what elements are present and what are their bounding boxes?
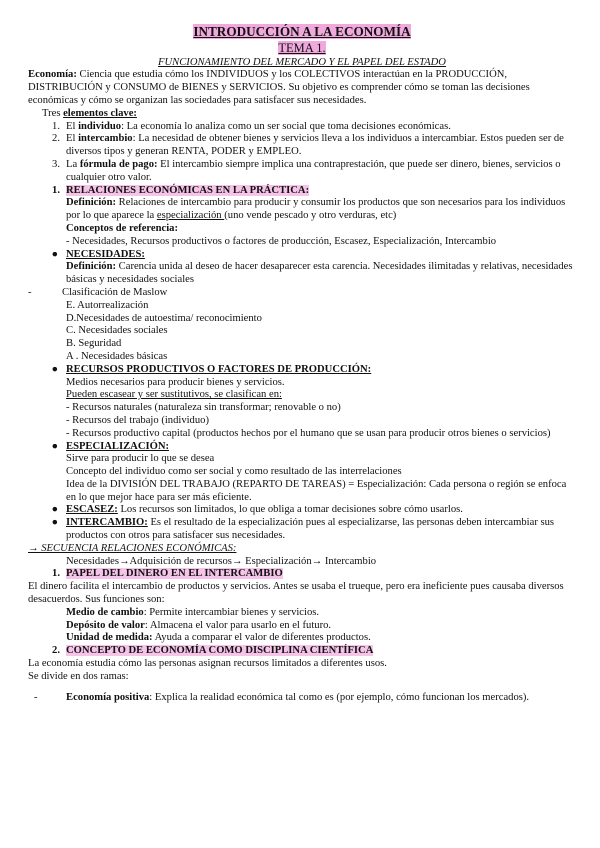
bullet-icon: ● [51, 363, 58, 375]
section-number: 2. [52, 645, 60, 657]
dinero-paragraph: El dinero facilita el intercambio de productos y servicios. Antes se usaba el trueque, pero era ineficiente pues causaba diversos desacuerdos. Sus funciones son: [28, 581, 564, 606]
function-text: : Almacena el valor para usarlo en el futuro. [144, 619, 332, 631]
item-pre: El [66, 133, 79, 145]
item-bold: intercambio [78, 133, 133, 145]
secuencia-heading: → SECUENCIA RELACIONES ECONÓMICAS: [28, 542, 237, 554]
section-heading-relaciones [28, 185, 576, 198]
concepto-line: Se divide en dos ramas: [28, 670, 129, 682]
bullet-heading: ESCASEZ: [66, 504, 118, 516]
bullet-recursos [28, 364, 576, 377]
maslow-title-row [28, 287, 576, 300]
maslow-list [28, 300, 576, 364]
section-heading-concepto [28, 645, 576, 658]
economia-positiva-text: : Explica la realidad económica tal como es (por ejemplo, cómo funcionan los mercados). [149, 691, 530, 703]
intercambio-text-wrap [66, 517, 576, 543]
recursos-line-underlined: Pueden escasear y ser sustitutivos, se clasifican en: [66, 389, 282, 401]
function-text: : Permite intercambiar bienes y servicios. [143, 606, 320, 618]
relaciones-definition [28, 197, 576, 223]
definition-label: Definición: [66, 261, 117, 273]
item-body: : La necesidad de obtener bienes y servicios lleva a los individuos a intercambiar. Estos pueden ser de diversos tipos y generan RENTA, PODER y EMPLEO. [66, 133, 564, 158]
tema-label: TEMA 1. [278, 40, 326, 55]
list-item: - Recursos productivo capital (productos hechos por el humano que se usan para producir otros bienes o servicios) [66, 427, 551, 439]
item-number: 1. [52, 120, 60, 132]
list-item: - Recursos naturales (naturaleza sin transformar; renovable o no) [66, 402, 341, 414]
function-text: Ayuda a comparar el valor de diferentes productos. [152, 632, 371, 644]
list-item [28, 159, 576, 185]
page-subtitle: FUNCIONAMIENTO DEL MERCADO Y EL PAPEL DEL ESTADO [158, 56, 446, 68]
especializacion-line: Idea de la DIVISIÓN DEL TRABAJO (REPARTO DE TAREAS) = Especialización: Cada persona o región se enfoca en lo que mejor hace para ser más eficiente. [66, 478, 567, 503]
conceptos-text: - Necesidades, Recursos productivos o factores de producción, Escasez, Especialización, Intercambio [66, 235, 497, 247]
item-text [66, 121, 576, 134]
bullet-icon: ● [51, 248, 58, 260]
especializacion-line: Concepto del individuo como ser social y como resultado de las interrelaciones [66, 466, 402, 478]
item-number: 2. [52, 133, 60, 145]
tres-label: elementos clave: [63, 107, 137, 119]
section-heading-wrap [66, 568, 576, 581]
secuencia-text: Necesidades→Adquisición de recursos→ Especialización→ Intercambio [66, 555, 377, 567]
section-number: 1. [52, 184, 60, 196]
section-heading-wrap [66, 185, 576, 198]
function-label: Unidad de medida: [66, 632, 153, 644]
economia-positiva-row [28, 692, 576, 705]
bullet-icon: ● [51, 440, 58, 452]
definition-text-b: (uno vende pescado y otro verduras, etc) [224, 210, 397, 222]
intro-label: Economía: [28, 69, 77, 81]
definition-text: Relaciones de intercambio para producir y consumir los productos que son necesarios para los individuos por lo que aparece la [66, 197, 566, 222]
item-text [66, 133, 576, 159]
bullet-text: Los recursos son limitados, lo que obliga a tomar decisiones sobre cómo usarlos. [117, 504, 463, 516]
item-pre: El [66, 120, 79, 132]
tres-prefix: Tres [42, 107, 64, 119]
elements-list [28, 121, 576, 185]
section-heading: RELACIONES ECONÓMICAS EN LA PRÁCTICA: [66, 184, 310, 196]
especializacion-term: especialización [156, 210, 225, 222]
list-item: D.Necesidades de autoestima/ reconocimiento [66, 312, 262, 324]
bullet-intercambio [28, 517, 576, 543]
spacer [28, 684, 576, 692]
bullet-heading: ESPECIALIZACIÓN: [66, 440, 170, 452]
list-item: C. Necesidades sociales [66, 325, 168, 337]
bullet-escasez [28, 504, 576, 517]
subtitle-block [28, 57, 576, 70]
definition-label: Definición: [66, 197, 117, 209]
list-item [66, 620, 576, 633]
page-title: INTRODUCCIÓN A LA ECONOMÍA [193, 24, 411, 39]
dash-marker: - [34, 691, 38, 703]
economia-positiva-wrap [46, 692, 576, 705]
dash-marker: - [28, 286, 32, 298]
recursos-line: Medios necesarios para producir bienes y servicios. [66, 376, 285, 388]
section-heading-wrap [66, 645, 576, 658]
bullet-necesidades [28, 249, 576, 262]
list-item: A . Necesidades básicas [66, 350, 168, 362]
concepto-line: La economía estudia cómo las personas asignan recursos limitados a diferentes usos. [28, 658, 387, 670]
section-heading-dinero [28, 568, 576, 581]
dinero-functions [28, 607, 576, 645]
item-body: El intercambio siempre implica una contraprestación, que puede ser dinero, bienes, servicios o cualquier otro valor. [66, 158, 561, 183]
item-bold: individuo [78, 120, 122, 132]
list-item [66, 607, 576, 620]
list-item: B. Seguridad [66, 338, 122, 350]
list-item: - Recursos del trabajo (individuo) [66, 414, 209, 426]
conceptos-label: Conceptos de referencia: [66, 222, 178, 234]
tres-elementos-line [28, 108, 576, 121]
especializacion-line: Sirve para producir lo que se desea [66, 453, 215, 465]
section-heading: PAPEL DEL DINERO EN EL INTERCAMBIO [66, 568, 283, 580]
list-item [66, 632, 576, 645]
item-bold: fórmula de pago: [79, 158, 158, 170]
bullet-text: Es el resultado de la especialización pues al especializarse, las personas deben intercambiar sus productos con otros para satisfacer sus necesidades. [66, 517, 555, 542]
maslow-title: Clasificación de Maslow [62, 286, 168, 298]
function-label: Depósito de valor [66, 619, 145, 631]
economia-positiva-label: Economía positiva [66, 691, 150, 703]
title-block [28, 24, 576, 41]
item-text [66, 159, 576, 185]
function-label: Medio de cambio [66, 606, 144, 618]
item-number: 3. [52, 158, 60, 170]
bullet-heading: RECURSOS PRODUCTIVOS O FACTORES DE PRODUCCIÓN: [66, 363, 372, 375]
bullet-icon: ● [51, 517, 58, 529]
intro-paragraph [28, 69, 576, 107]
bullet-especializacion [28, 441, 576, 454]
item-body: : La economía lo analiza como un ser social que toma decisiones económicas. [121, 120, 451, 132]
bullet-icon: ● [51, 504, 58, 516]
section-heading: CONCEPTO DE ECONOMÍA COMO DISCIPLINA CIENTÍFICA [66, 645, 374, 657]
list-item: E. Autorrealización [66, 299, 149, 311]
bullet-heading: INTERCAMBIO: [66, 517, 148, 529]
escasez-text-wrap [66, 504, 576, 517]
list-item [28, 133, 576, 159]
definition-text: Carencia unida al deseo de hacer desaparecer esta carencia. Necesidades ilimitadas y relativas, necesidades básicas y necesidades sociales [66, 261, 573, 286]
item-pre: La [66, 158, 80, 170]
document-page [28, 24, 576, 704]
necesidades-definition [28, 261, 576, 287]
bullet-heading: NECESIDADES: [66, 248, 145, 260]
section-number: 1. [52, 568, 60, 580]
tema-block [28, 41, 576, 57]
intro-text: Ciencia que estudia cómo los INDIVIDUOS y los COLECTIVOS interactúan en la PRODUCCIÓN, DISTRIBUCIÓN y CONSUMO de BIENES y SERVICIOS. Su objetivo es comprender cómo se toman las decisiones económicas y cómo se organizan las sociedades para satisfacer sus necesidades. [28, 69, 530, 106]
list-item [28, 121, 576, 134]
